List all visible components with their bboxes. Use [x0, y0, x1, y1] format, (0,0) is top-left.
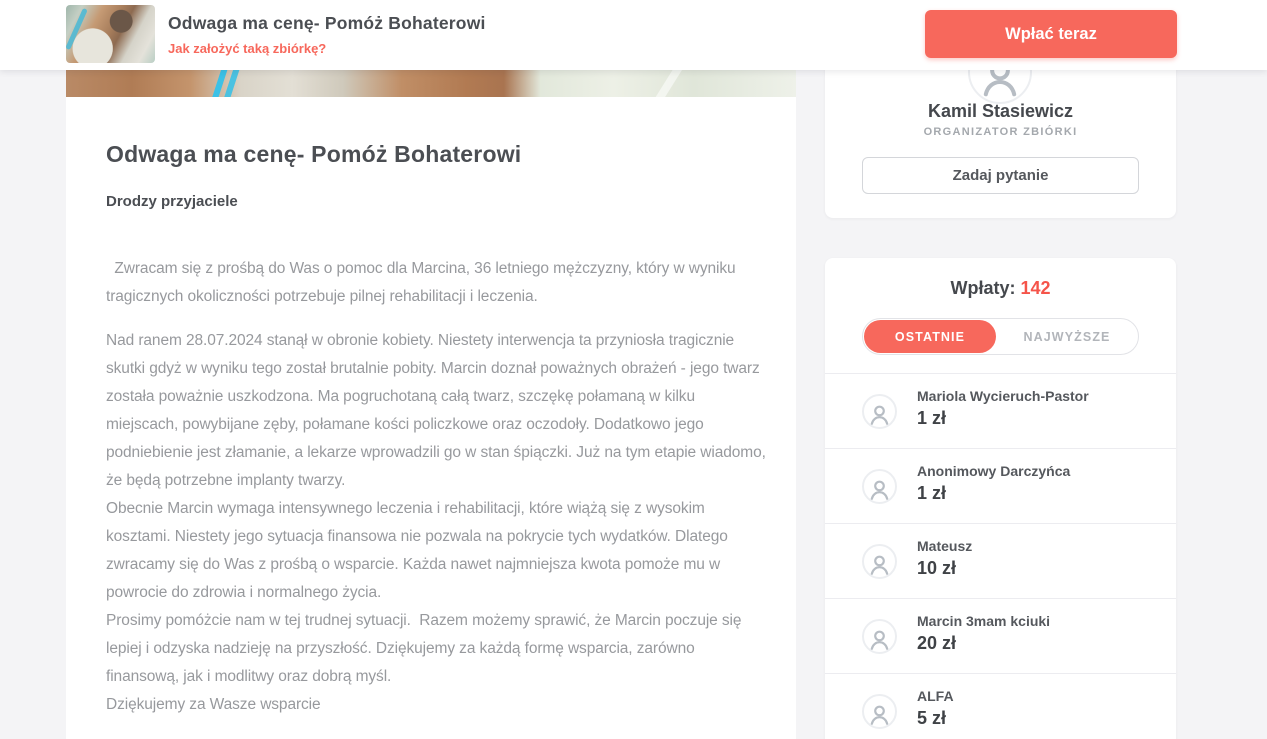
person-icon [867, 552, 892, 577]
donor-avatar [862, 544, 897, 579]
donor-name: Mateusz [917, 538, 973, 554]
person-icon [867, 627, 892, 652]
person-icon [867, 702, 892, 727]
campaign-description-card [66, 97, 796, 739]
sticky-header [0, 0, 1267, 70]
donations-card [825, 258, 1176, 739]
person-icon [867, 477, 892, 502]
donations-header [825, 278, 1176, 299]
donations-count: 142 [1020, 278, 1051, 298]
donor-name: Anonimowy Darczyńca [917, 463, 1071, 479]
campaign-greeting: Drodzy przyjaciele [106, 193, 238, 210]
campaign-story [106, 255, 766, 719]
donations-tabs [862, 318, 1139, 355]
donor-name: ALFA [917, 688, 954, 704]
donation-row[interactable] [825, 448, 1176, 523]
ask-question-button[interactable]: Zadaj pytanie [862, 157, 1139, 194]
donation-amount: 10 zł [917, 558, 957, 578]
donor-avatar [862, 469, 897, 504]
donor-name: Mariola Wycieruch-Pastor [917, 388, 1089, 404]
tab-highest[interactable]: NAJWYŻSZE [998, 320, 1136, 353]
tab-recent[interactable]: OSTATNIE [864, 320, 996, 353]
donations-label: Wpłaty: [950, 278, 1016, 298]
organizer-name: Kamil Stasiewicz [927, 101, 1074, 121]
campaign-photo [66, 70, 796, 97]
donor-avatar [862, 394, 897, 429]
campaign-title: Odwaga ma cenę- Pomóż Bohaterowi [106, 141, 522, 167]
organizer-role-label: ORGANIZATOR ZBIÓRKI [923, 126, 1078, 138]
donation-row[interactable] [825, 598, 1176, 673]
donor-avatar [862, 694, 897, 729]
donation-amount: 1 zł [917, 483, 947, 503]
donation-amount: 20 zł [917, 633, 957, 653]
donor-name: Marcin 3mam kciuki [917, 613, 1051, 629]
donation-row[interactable] [825, 673, 1176, 739]
story-paragraph: Dziękujemy za Wasze wsparcie [106, 696, 321, 713]
donate-now-button[interactable]: Wpłać teraz [925, 10, 1177, 58]
story-paragraph: Obecnie Marcin wymaga intensywnego leczenia i rehabilitacji, które wiążą się z wysokim kosztami. Niestety jego sytuacja finansowa nie pozwala na pokrycie tych wydatków. Dlatego zwracamy się do Was z prośbą o wsparcie. Każda nawet najmniejsza kwota pomoże mu w powrocie do zdrowia i normalnego życia. [106, 500, 728, 601]
photo-detail [66, 8, 88, 50]
header-campaign-title: Odwaga ma cenę- Pomóż Bohaterowi [168, 13, 486, 33]
donation-amount: 5 zł [917, 708, 947, 728]
story-paragraph: Zwracam się z prośbą do Was o pomoc dla Marcina, 36 letniego mężczyzny, który w wyniku tragicznych okoliczności potrzebuje pilnej rehabilitacji i leczenia. [106, 260, 736, 305]
campaign-thumbnail[interactable] [66, 5, 155, 63]
story-paragraph: Nad ranem 28.07.2024 stanął w obronie kobiety. Niestety interwencja ta przyniosła tragicznie skutki gdyż w wyniku tego został brutalnie pobity. Marcin doznał poważnych obrażeń - jego twarz została poważnie uszkodzona. Ma pogruchotaną całą twarz, szczękę połamaną w kilku miejscach, powybijane zęby, połamane kości policzkowe oraz oczodoły. Dodatkowo jego podniebienie jest złamanie, a lekarze wprowadzili go w stan śpiączki. Już na tym etapie wiadomo, że będą potrzebne implanty twarzy. [106, 332, 766, 489]
story-paragraph: Prosimy pomóżcie nam w tej trudnej sytuacji. Razem możemy sprawić, że Marcin poczuje się lepiej i odzyska nadzieję na przyszłość. Dziękujemy za każdą formę wsparcia, zarówno finansową, jak i modlitwy oraz dobrą myśl. [106, 612, 742, 685]
donation-amount: 1 zł [917, 408, 947, 428]
person-icon [867, 402, 892, 427]
header-text-block [168, 13, 486, 56]
donations-list [825, 373, 1176, 739]
photo-detail [647, 70, 686, 97]
donor-avatar [862, 619, 897, 654]
donation-row[interactable] [825, 523, 1176, 598]
how-to-create-fundraiser-link[interactable]: Jak założyć taką zbiórkę? [168, 41, 327, 56]
donation-row[interactable] [825, 373, 1176, 448]
